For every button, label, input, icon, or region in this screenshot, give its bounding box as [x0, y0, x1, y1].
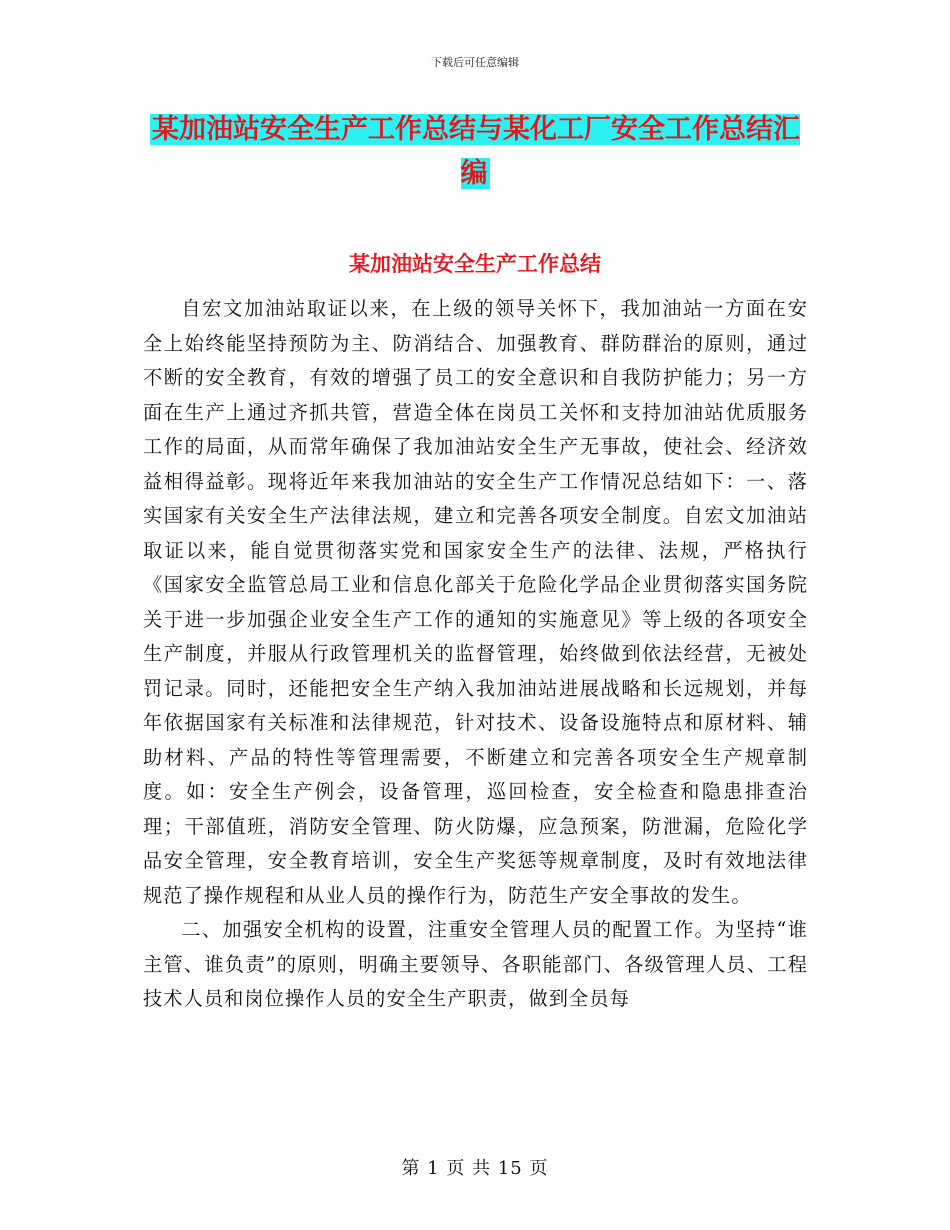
- body-text: [143, 292, 808, 1017]
- document-title-text: 某加油站安全生产工作总结与某化工厂安全工作总结汇编: [152, 114, 800, 189]
- header-note: 下载后可任意编辑: [431, 56, 519, 69]
- page-number: 第 1 页 共 15 页: [401, 1158, 549, 1179]
- paragraph-1: 自宏文加油站取证以来，在上级的领导关怀下，我加油站一方面在安全上始终能坚持预防为主、防消结合、加强教育、群防群治的原则，通过不断的安全教育，有效的增强了员工的安全意识和自我防护能力；另一方面在生产上通过齐抓共管，营造全体在岗员工关怀和支持加油站优质服务工作的局面，从而常年确保了我加油站安全生产无事故，使社会、经济效益相得益彰。现将近年来我加油站的安全生产工作情况总结如下：一、落实国家有关安全生产法律法规，建立和完善各项安全制度。自宏文加油站取证以来，能自觉贯彻落实党和国家安全生产的法律、法规，严格执行《国家安全监管总局工业和信息化部关于危险化学品企业贯彻落实国务院关于进一步加强企业安全生产工作的通知的实施意见》等上级的各项安全生产制度，并服从行政管理机关的监督管理，始终做到依法经营，无被处罚记录。同时，还能把安全生产纳入我加油站进展战略和长远规划，并每年依据国家有关标准和法律规范，针对技术、设备设施特点和原材料、辅助材料、产品的特性等管理需要，不断建立和完善各项安全生产规章制度。如：安全生产例会，设备管理，巡回检查，安全检查和隐患排查治理；干部值班，消防安全管理、防火防爆，应急预案，防泄漏，危险化学品安全管理，安全教育培训，安全生产奖惩等规章制度，及时有效地法律规范了操作规程和从业人员的操作行为，防范生产安全事故的发生。: [143, 297, 808, 907]
- paragraph-2: 二、加强安全机构的设置，注重安全管理人员的配置工作。为坚持“谁主管、谁负责”的原则，明确主要领导、各职能部门、各级管理人员、工程技术人员和岗位操作人员的安全生产职责，做到全员每: [143, 918, 808, 1010]
- document-title: [140, 108, 810, 196]
- section-title: 某加油站安全生产工作总结: [349, 251, 601, 276]
